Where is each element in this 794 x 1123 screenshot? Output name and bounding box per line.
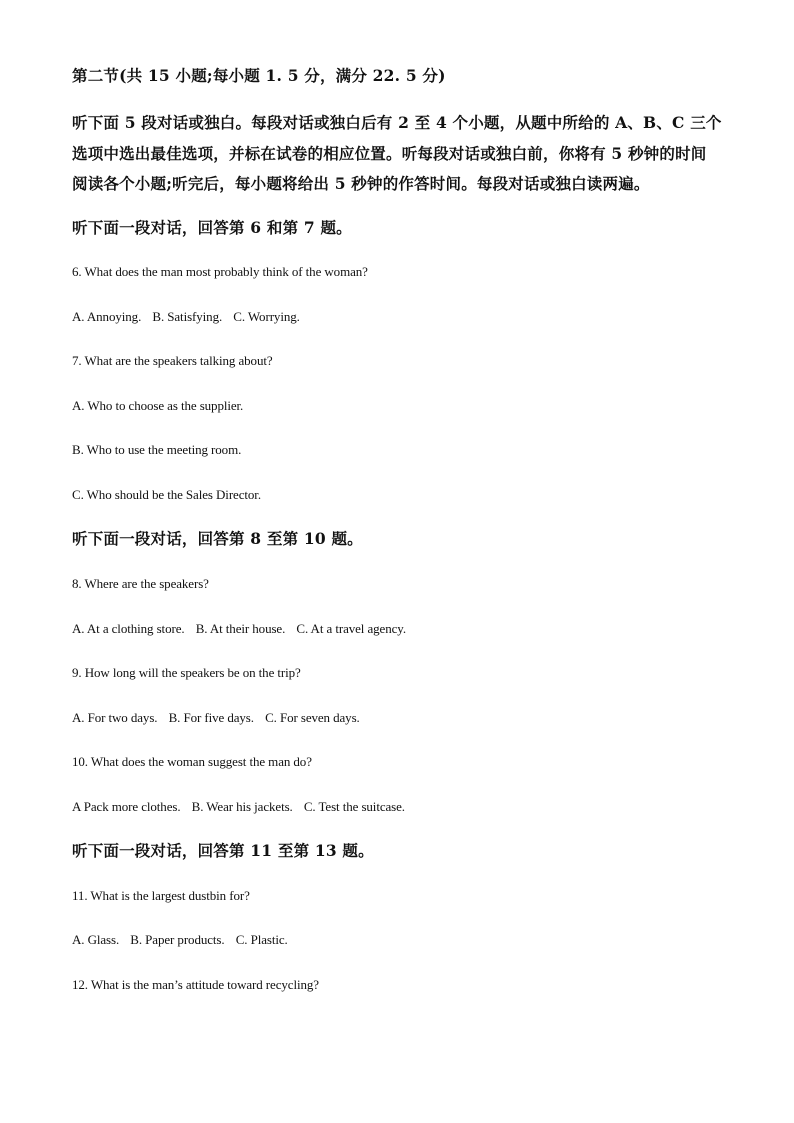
question-stem-6: 6. What does the man most probably think of the woman? (72, 264, 368, 279)
instructions-line-2: 选项中选出最佳选项，并标在试卷的相应位置。听每段对话或独白前，你将有 5 秒钟的时间 (72, 144, 707, 163)
option-10b: B. Wear his jackets. (191, 799, 293, 814)
question-stem-11: 11. What is the largest dustbin for? (72, 888, 250, 903)
question-stem-8: 8. Where are the speakers? (72, 576, 209, 591)
option-8c: C. At a travel agency. (296, 621, 406, 636)
instructions-line-1: 听下面 5 段对话或独白。每段对话或独白后有 2 至 4 个小题，从题中所给的 A、B、C 三个 (72, 113, 722, 132)
question-stem-9: 9. How long will the speakers be on the trip? (72, 665, 301, 680)
option-7a: A. Who to choose as the supplier. (72, 398, 244, 413)
option-7b: B. Who to use the meeting room. (72, 442, 242, 457)
option-7c: C. Who should be the Sales Director. (72, 487, 261, 502)
option-10a: A Pack more clothes. (72, 799, 181, 814)
instructions-line-3: 阅读各个小题;听完后，每小题将给出 5 秒钟的作答时间。每段对话或独白读两遍。 (72, 174, 650, 193)
option-9b: B. For five days. (168, 710, 254, 725)
question-stem-7: 7. What are the speakers talking about? (72, 353, 273, 368)
question-options-6 (72, 310, 308, 323)
option-6a: A. Annoying. (72, 309, 142, 324)
group-heading-1: 听下面一段对话，回答第 6 和第 7 题。 (72, 218, 352, 237)
question-options-10 (72, 800, 413, 813)
option-9c: C. For seven days. (265, 710, 360, 725)
group-heading-3: 听下面一段对话，回答第 11 至第 13 题。 (72, 841, 374, 860)
option-6c: C. Worrying. (233, 309, 300, 324)
question-stem-10: 10. What does the woman suggest the man do? (72, 754, 312, 769)
option-10c: C. Test the suitcase. (303, 799, 405, 814)
option-9a: A. For two days. (72, 710, 158, 725)
question-options-11 (72, 933, 296, 946)
question-stem-12: 12. What is the man’s attitude toward recycling? (72, 977, 319, 992)
question-options-9 (72, 711, 368, 724)
group-heading-2: 听下面一段对话，回答第 8 至第 10 题。 (72, 529, 363, 548)
question-options-8 (72, 622, 414, 635)
option-8a: A. At a clothing store. (72, 621, 185, 636)
option-11b: B. Paper products. (130, 932, 225, 947)
option-6b: B. Satisfying. (152, 309, 223, 324)
option-11a: A. Glass. (72, 932, 120, 947)
option-11c: C. Plastic. (235, 932, 288, 947)
option-8b: B. At their house. (195, 621, 286, 636)
section-header: 第二节(共 15 小题;每小题 1. 5 分，满分 22. 5 分) (72, 66, 446, 85)
